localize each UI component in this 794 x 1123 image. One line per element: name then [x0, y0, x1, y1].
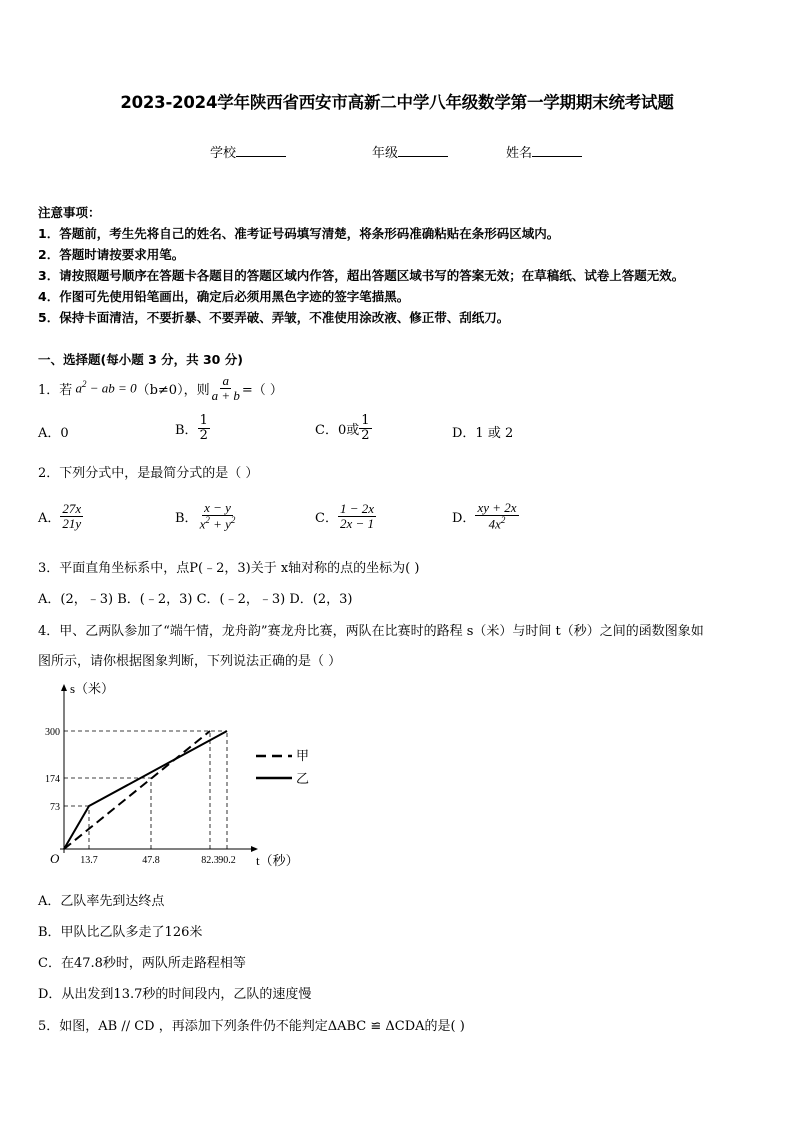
question-4-stem-line1: 4．甲、乙两队参加了“端午情，龙舟韵”赛龙舟比赛，两队在比赛时的路程 s（米）与时间 t（秒）之间的函数图象如 — [38, 624, 704, 639]
grade-label: 年级 — [372, 146, 399, 161]
school-label: 学校 — [210, 146, 237, 161]
notice-item: 2．答题时请按要求用笔。 — [38, 247, 185, 262]
q4-option-a[interactable]: A．乙队率先到达终点 — [38, 894, 165, 909]
q1-option-c-fraction: $\frac{1}{2}$ — [361, 412, 370, 443]
legend-yi-label: 乙 — [296, 772, 310, 787]
q2-option-c-label: C． — [315, 510, 338, 526]
q2-option-d-fraction: $\frac{xy + 2x}{4x^2}$ — [477, 500, 517, 532]
q2-option-c[interactable] — [315, 496, 376, 536]
question-1-stem — [38, 373, 283, 403]
q1-option-d[interactable]: D．1 或 2 — [452, 426, 514, 441]
q1-suffix: =（ ） — [241, 382, 283, 398]
legend-jia-label: 甲 — [296, 749, 310, 764]
y-axis-label: s（米） — [70, 681, 115, 696]
name-field — [506, 142, 582, 161]
q1-option-b-label: B． — [175, 422, 198, 438]
q1-prefix: 1．若 — [38, 382, 73, 398]
x-tick-label: 82.3 — [201, 855, 219, 866]
grade-field — [372, 142, 448, 161]
question-5-stem: 5．如图，AB // CD ，再添加下列条件仍不能判定ΔABC ≌ ΔCDA的是( ) — [38, 1019, 465, 1034]
name-label: 姓名 — [506, 146, 533, 161]
question-3-stem: 3．平面直角坐标系中，点P(﹣2，3)关于 x轴对称的点的坐标为( ) — [38, 561, 420, 576]
q2-option-a-label: A． — [38, 510, 61, 526]
question-4-stem-line2: 图所示，请你根据图象判断，下列说法正确的是（ ） — [38, 654, 342, 669]
notice-item: 4．作图可先使用铅笔画出，确定后必须用黑色字迹的签字笔描黑。 — [38, 289, 410, 304]
q4-option-c[interactable]: C．在47.8秒时，两队所走路程相等 — [38, 956, 246, 971]
q2-option-b-fraction: $\frac{x - y}{x^2 + y^2}$ — [199, 500, 236, 532]
q4-option-d[interactable]: D．从出发到13.7秒的时间段内，乙队的速度慢 — [38, 987, 312, 1002]
x-tick-label: 90.2 — [218, 855, 236, 866]
q3-options[interactable]: A．(2，﹣3) B．(﹣2，3) C．(﹣2，﹣3) D．(2，3) — [38, 592, 353, 607]
q1-option-b[interactable] — [175, 410, 210, 446]
series-line-yi — [64, 731, 227, 849]
q1-option-c-label: C．0或 — [315, 422, 360, 438]
school-field — [210, 142, 286, 161]
chart-guides — [64, 731, 227, 849]
q2-option-a-fraction: $\frac{27x}{21y}$ — [62, 500, 82, 531]
q2-option-d[interactable] — [452, 496, 519, 536]
chart-series — [64, 731, 227, 849]
y-tick-label: 174 — [45, 774, 60, 785]
q2-option-c-fraction: $\frac{1 - 2x}{2x - 1}$ — [339, 500, 374, 531]
q1-option-b-fraction: $\frac{1}{2}$ — [199, 412, 208, 443]
q2-option-b-label: B． — [175, 510, 198, 526]
origin-label: O — [50, 851, 60, 866]
q1-condition: （b≠0），则 — [136, 382, 210, 398]
x-axis-label: t（秒） — [256, 853, 299, 868]
chart-labels — [45, 727, 236, 866]
series-line-jia — [64, 731, 210, 849]
notice-item: 5．保持卡面清洁，不要折暴、不要弄破、弄皱，不准使用涂改液、修正带、刮纸刀。 — [38, 310, 510, 325]
q1-fraction: $\frac{a}{a + b}$ — [211, 372, 240, 403]
q4-option-b[interactable]: B．甲队比乙队多走了126米 — [38, 925, 203, 940]
race-chart — [30, 675, 330, 875]
name-blank[interactable] — [532, 144, 582, 157]
x-tick-label: 13.7 — [80, 855, 98, 866]
q2-option-d-label: D． — [452, 510, 476, 526]
notice-item: 3．请按照题号顺序在答题卡各题目的答题区域内作答，超出答题区域书写的答案无效；在草稿纸、试卷上答题无效。 — [38, 268, 685, 283]
q2-option-a[interactable] — [38, 496, 83, 536]
grade-blank[interactable] — [398, 144, 448, 157]
question-2-stem: 2．下列分式中，是最简分式的是（ ） — [38, 466, 259, 481]
q1-option-a[interactable]: A．0 — [38, 426, 69, 441]
notice-heading: 注意事项： — [38, 205, 101, 220]
y-tick-label: 73 — [50, 802, 60, 813]
q1-equation: $a^2$ − ab = 0 — [72, 379, 137, 396]
school-blank[interactable] — [236, 144, 286, 157]
q2-option-b[interactable] — [175, 496, 237, 536]
notice-item: 1．答题前，考生先将自己的姓名、准考证号码填写清楚，将条形码准确粘贴在条形码区域内。 — [38, 226, 560, 241]
y-tick-label: 300 — [45, 727, 60, 738]
section-heading: 一、选择题(每小题 3 分，共 30 分) — [38, 352, 243, 367]
page-title: 2023-2024学年陕西省西安市高新二中学八年级数学第一学期期末统考试题 — [120, 93, 674, 112]
q1-option-c[interactable] — [315, 410, 372, 446]
chart-legend — [256, 749, 309, 787]
x-tick-label: 47.8 — [142, 855, 160, 866]
